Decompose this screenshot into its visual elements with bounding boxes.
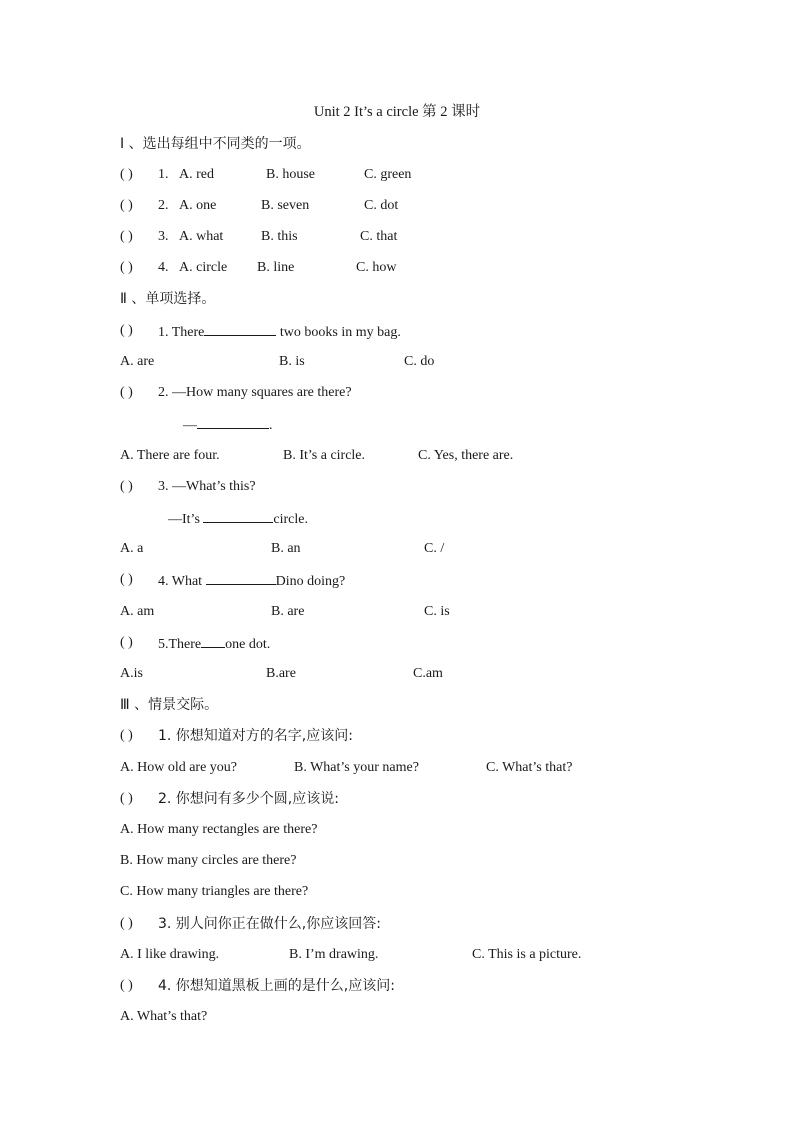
question-number: 4.: [158, 260, 169, 275]
option-a: A. How old are you?: [120, 760, 238, 775]
option-c: C. dot: [364, 198, 399, 213]
answer-paren[interactable]: ( ): [120, 229, 133, 244]
period: .: [269, 418, 273, 433]
option-c: C. This is a picture.: [472, 947, 582, 962]
option-a: A. am: [120, 604, 155, 619]
option-b: B. this: [261, 229, 298, 244]
option-a: A. one: [179, 198, 217, 213]
option-a: A. are: [120, 354, 155, 369]
option-c: C. What’s that?: [486, 760, 573, 775]
question-text: 5.There: [158, 637, 202, 652]
option-b: B. an: [271, 541, 301, 556]
question-text: 2. —How many squares are there?: [158, 385, 352, 400]
option-c: C. do: [404, 354, 435, 369]
question-text-end: two books in my bag.: [276, 325, 401, 340]
answer-paren[interactable]: ( ): [120, 479, 133, 494]
answer-paren[interactable]: ( ): [120, 167, 133, 182]
question-text: 3. —What’s this?: [158, 479, 256, 494]
answer-paren[interactable]: ( ): [120, 198, 133, 213]
fill-blank[interactable]: [206, 571, 276, 585]
option-b: B. is: [279, 354, 305, 369]
option-c: C. /: [424, 541, 445, 556]
option-c: C. How many triangles are there?: [120, 884, 309, 899]
answer-paren[interactable]: ( ): [120, 791, 133, 806]
option-a: A. a: [120, 541, 144, 556]
question-number: 2.: [158, 198, 169, 213]
reply-line: [183, 415, 273, 435]
question-stem: [158, 634, 270, 654]
answer-paren[interactable]: ( ): [120, 978, 133, 993]
option-c: C. that: [360, 229, 398, 244]
question-text-end: Dino doing?: [275, 574, 346, 589]
option-a: A. There are four.: [120, 448, 220, 463]
option-a: A. red: [179, 167, 214, 182]
reply-text-end: circle.: [273, 512, 308, 527]
answer-paren[interactable]: ( ): [120, 635, 133, 650]
answer-paren[interactable]: ( ): [120, 385, 133, 400]
option-c: C. green: [364, 167, 412, 182]
answer-paren[interactable]: ( ): [120, 572, 133, 587]
fill-blank[interactable]: [201, 634, 225, 648]
page-title: Unit 2 It’s a circle 第 2 课时: [313, 104, 481, 120]
option-c: C. is: [424, 604, 450, 619]
option-c: C.am: [413, 666, 443, 681]
answer-paren[interactable]: ( ): [120, 323, 133, 338]
question-text: 1. 你想知道对方的名字,应该问:: [158, 728, 353, 744]
reply-line: [168, 509, 308, 529]
option-a: A. circle: [179, 260, 228, 275]
answer-paren[interactable]: ( ): [120, 260, 133, 275]
section-heading-3: Ⅲ 、情景交际。: [120, 697, 219, 713]
question-text: 2. 你想问有多少个圆,应该说:: [158, 791, 339, 807]
dash: —: [183, 418, 197, 433]
fill-blank[interactable]: [197, 415, 269, 429]
option-a: A.is: [120, 666, 143, 681]
fill-blank[interactable]: [203, 509, 273, 523]
option-c: C. how: [356, 260, 397, 275]
answer-paren[interactable]: ( ): [120, 728, 133, 743]
option-b: B. What’s your name?: [294, 760, 419, 775]
reply-text: —It’s: [168, 512, 204, 527]
question-stem: [158, 322, 401, 342]
question-text: 1. There: [158, 325, 205, 340]
option-a: A. How many rectangles are there?: [120, 822, 318, 837]
option-b: B. line: [257, 260, 295, 275]
question-text: 3. 别人问你正在做什么,你应该回答:: [158, 916, 381, 932]
section-heading-1: Ⅰ 、选出每组中不同类的一项。: [120, 136, 311, 152]
question-text: 4. 你想知道黑板上画的是什么,应该问:: [158, 978, 395, 994]
option-b: B. are: [271, 604, 305, 619]
option-c: C. Yes, there are.: [418, 448, 514, 463]
option-b: B. How many circles are there?: [120, 853, 297, 868]
option-b: B. I’m drawing.: [289, 947, 379, 962]
option-b: B. It’s a circle.: [283, 448, 366, 463]
option-b: B. seven: [261, 198, 310, 213]
option-a: A. What’s that?: [120, 1009, 208, 1024]
question-text-end: one dot.: [225, 637, 271, 652]
answer-paren[interactable]: ( ): [120, 916, 133, 931]
question-number: 1.: [158, 167, 169, 182]
question-number: 3.: [158, 229, 169, 244]
option-a: A. what: [179, 229, 224, 244]
option-a: A. I like drawing.: [120, 947, 220, 962]
question-text: 4. What: [158, 574, 206, 589]
section-heading-2: Ⅱ 、单项选择。: [120, 291, 216, 307]
option-b: B. house: [266, 167, 315, 182]
fill-blank[interactable]: [204, 322, 276, 336]
question-stem: [158, 571, 345, 591]
option-b: B.are: [266, 666, 296, 681]
